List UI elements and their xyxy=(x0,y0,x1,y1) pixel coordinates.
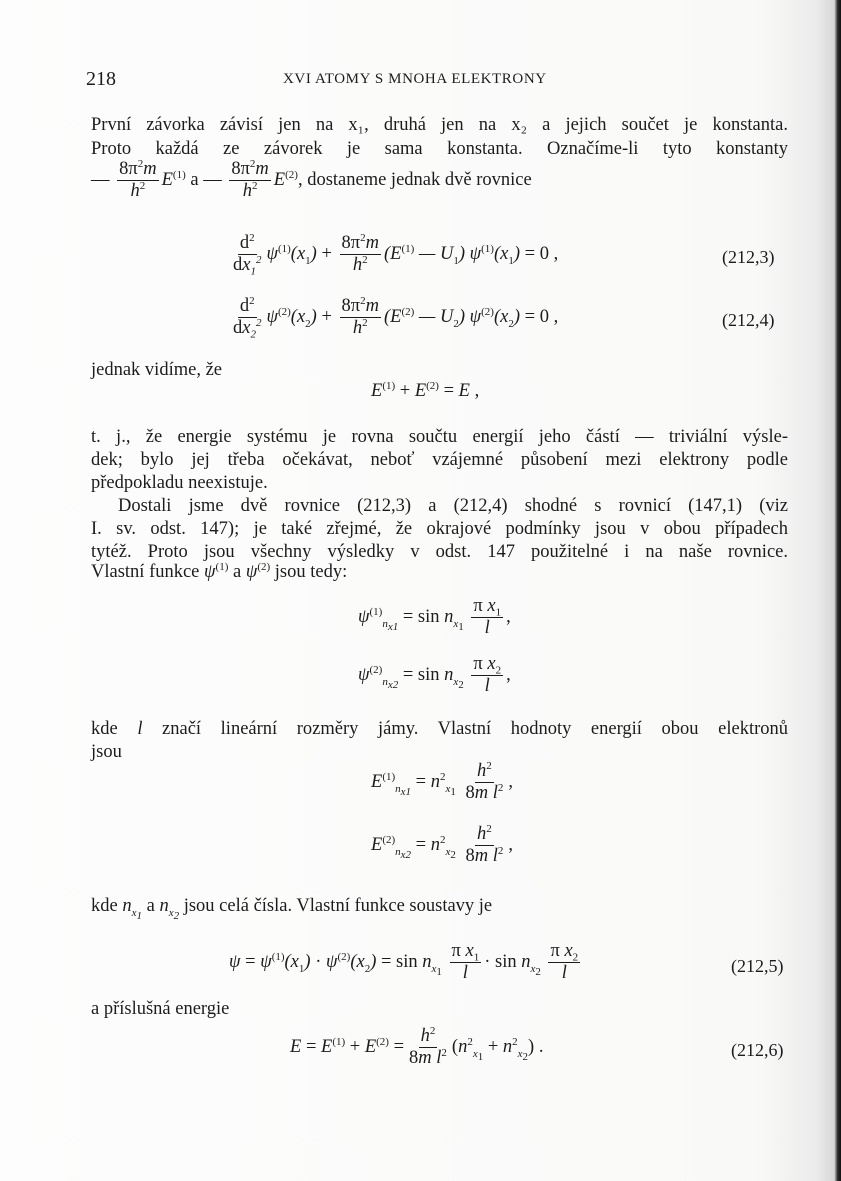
running-title: XVI ATOMY S MNOHA ELEKTRONY xyxy=(283,71,547,87)
text-line-5: t. j., že energie systému je rovna součtu energií jeho částí — triviální výsle- xyxy=(91,427,788,447)
text-line-14: kde $n_{x_1}$ a $n_{x_2}$ jsou celá čísla. Vlastní funkce soustavy je xyxy=(91,896,493,922)
equation-psi1: $\psi^{(1)}_{n_{x1}} = \sin n_{x_1}$ $\frac{\pi x_1}{l}$ , xyxy=(358,596,511,639)
text-line-2: Proto každá ze závorek je sama konstanta. Označíme-li tyto konstanty xyxy=(91,139,788,159)
text-line-14-mid: a xyxy=(146,896,155,916)
constant-1: — $\frac{8\pi^2m}{h^2}$ $E^{(1)}$ xyxy=(91,157,186,202)
equation-number-212-3: (212,3) xyxy=(722,247,775,267)
text-line-3-end: , dostaneme jednak dvě rovnice xyxy=(297,170,532,191)
text-line-15: a příslušná energie xyxy=(91,999,230,1019)
text-line-1: První závorka závisí jen na x₁, druhá jen na x₂ a jejich součet je konstanta. xyxy=(91,115,788,135)
text-line-10: tytéž. Proto jsou všechny výsledky v odst. 147 použitelné i na naše rovnice. xyxy=(91,542,788,562)
text-line-12-end: značí lineární rozměry jámy. Vlastní hodnoty energií obou elektronů xyxy=(162,719,788,739)
equation-number-212-4: (212,4) xyxy=(722,310,775,330)
page-number: 218 xyxy=(86,68,116,90)
equation-energy-2: $E^{(2)}_{n_{x2}} = n^2_{x_2}$ $\frac{h^2}{8m l^2}$ , xyxy=(371,822,513,867)
text-line-12: kde l značí lineární rozměry jámy. Vlastní hodnoty energií obou elektronů xyxy=(91,719,788,739)
text-line-4: jednak vidíme, že xyxy=(91,360,222,380)
equation-212-6: $E = E^{(1)} + E^{(2)}$ = $\frac{h^2}{8m l^2}$ $(n^2_{x_1} + n^2_{x_2})$ . xyxy=(290,1024,544,1069)
equation-number-212-6: (212,6) xyxy=(731,1040,784,1060)
text-line-11-end: jsou tedy: xyxy=(274,562,348,582)
text-line-12-start: kde xyxy=(91,719,118,739)
text-line-6: dek; bylo jej třeba očekávat, neboť vzájemné působení mezi elektrony podle xyxy=(91,450,788,470)
equation-psi2: $\psi^{(2)}_{n_{x2}} = \sin n_{x_2}$ $\frac{\pi x_2}{l}$ , xyxy=(358,654,511,697)
text-line-9: I. sv. odst. 147); je také zřejmé, že okrajové podmínky jsou v obou případech xyxy=(91,519,788,539)
constant-2: — $\frac{8\pi^2m}{h^2}$ $E^{(2)}$ xyxy=(203,157,298,202)
equation-212-5: $\psi = \psi^{(1)}(x_1) \cdot \psi^{(2)}(x_2) = \sin n_{x_1}$ $\frac{\pi x_1}{l}$ · $\sin n_{x_2}$ $\frac{\pi x_2}{l}$ xyxy=(229,941,579,984)
text-line-14-start: kde xyxy=(91,896,118,916)
text-line-14-end: jsou celá čísla. Vlastní funkce soustavy je xyxy=(183,896,493,916)
equation-energy-1: $E^{(1)}_{n_{x1}} = n^2_{x_1}$ $\frac{h^2}{8m l^2}$ , xyxy=(371,759,513,804)
text-line-13: jsou xyxy=(91,742,122,762)
equation-energy-sum: $E^{(1)} + E^{(2)} = E$ , xyxy=(371,379,480,401)
text-line-3 xyxy=(91,157,532,202)
text-line-7: předpokladu neexistuje. xyxy=(91,473,268,493)
text-line-11-start: Vlastní funkce xyxy=(91,562,200,582)
text-line-8: Dostali jsme dvě rovnice (212,3) a (212,4) shodné s rovnicí (147,1) (viz xyxy=(118,496,788,516)
conjunction-a: a xyxy=(190,170,199,191)
text-line-11: Vlastní funkce $\psi^{(1)}$ a $\psi^{(2)}$ jsou tedy: xyxy=(91,560,348,582)
text-line-11-mid: a xyxy=(232,562,242,582)
equation-212-4: $\frac{d^2}{dx_2^2}$ $\psi^{(2)}(x_2)$ + $\frac{8\pi^2m}{h^2}$ ($E^{(2)}$ — $U_2$) $\psi^{(2)}(x_2) = 0$ , xyxy=(233,294,559,342)
equation-number-212-5: (212,5) xyxy=(731,956,784,976)
equation-212-3: $\frac{d^2}{dx_1^2}$ $\psi^{(1)}(x_1)$ + $\frac{8\pi^2m}{h^2}$ ($E^{(1)}$ — $U_1$) $\psi^{(1)}(x_1) = 0$ , xyxy=(233,231,559,279)
